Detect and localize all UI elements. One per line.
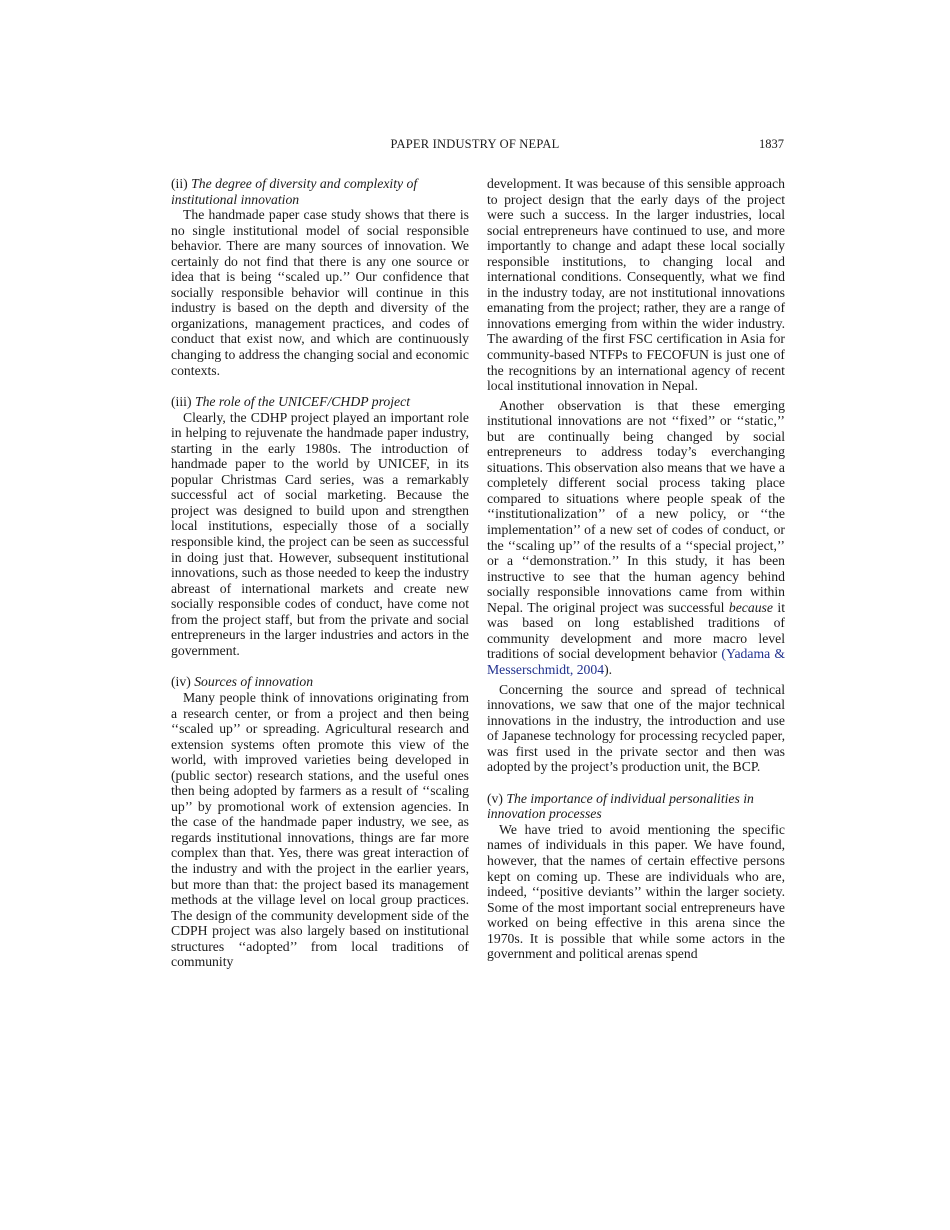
text-run: it was based on long established traditions of community development and more macro level traditions of social development behavior bbox=[487, 599, 785, 662]
section-heading-iv bbox=[171, 674, 469, 690]
section-title: The role of the UNICEF/CHDP project bbox=[194, 394, 411, 410]
section-heading-iii bbox=[171, 394, 469, 410]
left-column bbox=[171, 176, 469, 970]
paragraph-continued: development. It was because of this sensible approach to project design that the early days of the project were such a success. In the larger industries, local social entrepreneurs have continued to use, and more importantly to change and adapt these local socially responsible institutions, to changing local and international conditions. Consequently, what we find in the industry today, are not institutional innovations emanating from the project; rather, they are a range of innovations emerging from within the wider industry. The awarding of the first FSC certification in Asia for community-based NTFPs to FECOFUN is just one of the recognitions by an international agency of recent local institutional innovation in Nepal. bbox=[487, 176, 785, 394]
section-number: (v) bbox=[487, 790, 503, 806]
section-title: The importance of individual personalities in innovation processes bbox=[487, 790, 754, 822]
paragraph: Concerning the source and spread of technical innovations, we saw that one of the major technical innovations in the industry, the introduction and use of Japanese technology for processing recycled paper, was first used in the private sector and then was adopted by the project’s production unit, the BCP. bbox=[487, 681, 785, 775]
section-heading-ii bbox=[171, 176, 469, 207]
section-title: Sources of innovation bbox=[194, 674, 314, 690]
right-column bbox=[487, 176, 785, 962]
section-heading-v bbox=[487, 791, 785, 822]
page-number: 1837 bbox=[759, 137, 784, 151]
paragraph: We have tried to avoid mentioning the specific names of individuals in this paper. We have found, however, that the names of certain effective persons kept on coming up. These are individuals who are, indeed, ‘‘positive deviants’’ within the larger society. Some of the most important social entrepreneurs have worked on being effective in this arena since the 1970s. It is possible that while some actors in the government and political arenas spend bbox=[487, 821, 785, 962]
section-title: The degree of diversity and complexity of institutional innovation bbox=[171, 176, 418, 207]
paragraph bbox=[487, 398, 785, 678]
text-run: Another observation is that these emerging institutional innovations are not ‘‘fixed’’ or ‘‘static,’’ but are continually being changed by social entrepreneurs to address today’s everchanging situations. This observation also means that we have a completely different social process taking place compared to situations where people speak of the ‘‘institutionalization’’ of a new policy, or ‘‘the implementation’’ of a new set of codes of conduct, or the ‘‘scaling up’’ of the results of a ‘‘special project,’’ or a ‘‘demonstration.’’ In this study, it has been instructive to see that the human agency behind socially responsible innovations came from within Nepal. The original project was successful bbox=[487, 397, 785, 615]
running-header-title: PAPER INDUSTRY OF NEPAL bbox=[390, 137, 560, 151]
citation-link[interactable]: (Yadama & Messerschmidt, 2004 bbox=[487, 646, 785, 677]
section-number: (iv) bbox=[171, 674, 191, 690]
section-number: (iii) bbox=[171, 394, 192, 410]
paragraph: Clearly, the CDHP project played an important role in helping to rejuvenate the handmade paper industry, starting in the early 1980s. The introduction of handmade paper to the world by UNICEF, in its popular Christmas Card series, was a remarkably successful act of social marketing. Because the project was designed to build upon and strengthen local institutions, especially those of a socially responsible kind, the project can be seen as successful in doing just that. However, subsequent institutional innovations, such as those needed to keep the industry abreast of international markets and create new socially responsible codes of conduct, have come not from the project staff, but from the private and social entrepreneurs in the larger industries and actors in the government. bbox=[171, 409, 469, 658]
paragraph: Many people think of innovations originating from a research center, or from a project and then being ‘‘scaled up’’ or spreading. Agricultural research and extension systems often promote this view of the world, with improved varieties being developed in (public sector) research stations, and the useful ones then being adopted by farmers as a result of ‘‘scaling up’’ by promotional work of extension agencies. In the case of the handmade paper industry, we see, as regards institutional innovations, things are far more complex than that. Yes, there was great interaction of the industry and with the project in the earlier years, but more than that: the project based its management methods at the village level on local group practices. The design of the community development side of the CDPH project was also largely based on institutional structures ‘‘adopted’’ from local traditions of community bbox=[171, 689, 469, 970]
paragraph: The handmade paper case study shows that there is no single institutional model of social responsible behavior. There are many sources of innovation. We certainly do not find that there is any one source or idea that is being ‘‘scaled up.’’ Our confidence that socially responsible behavior will continue in this industry is based on the depth and diversity of the organizations, management practices, and codes of conduct that exist now, and which are continuously changing to address the changing social and economic contexts. bbox=[171, 207, 469, 378]
section-number: (ii) bbox=[171, 176, 188, 191]
emphasis: because bbox=[728, 599, 773, 615]
text-run: ). bbox=[604, 661, 613, 677]
